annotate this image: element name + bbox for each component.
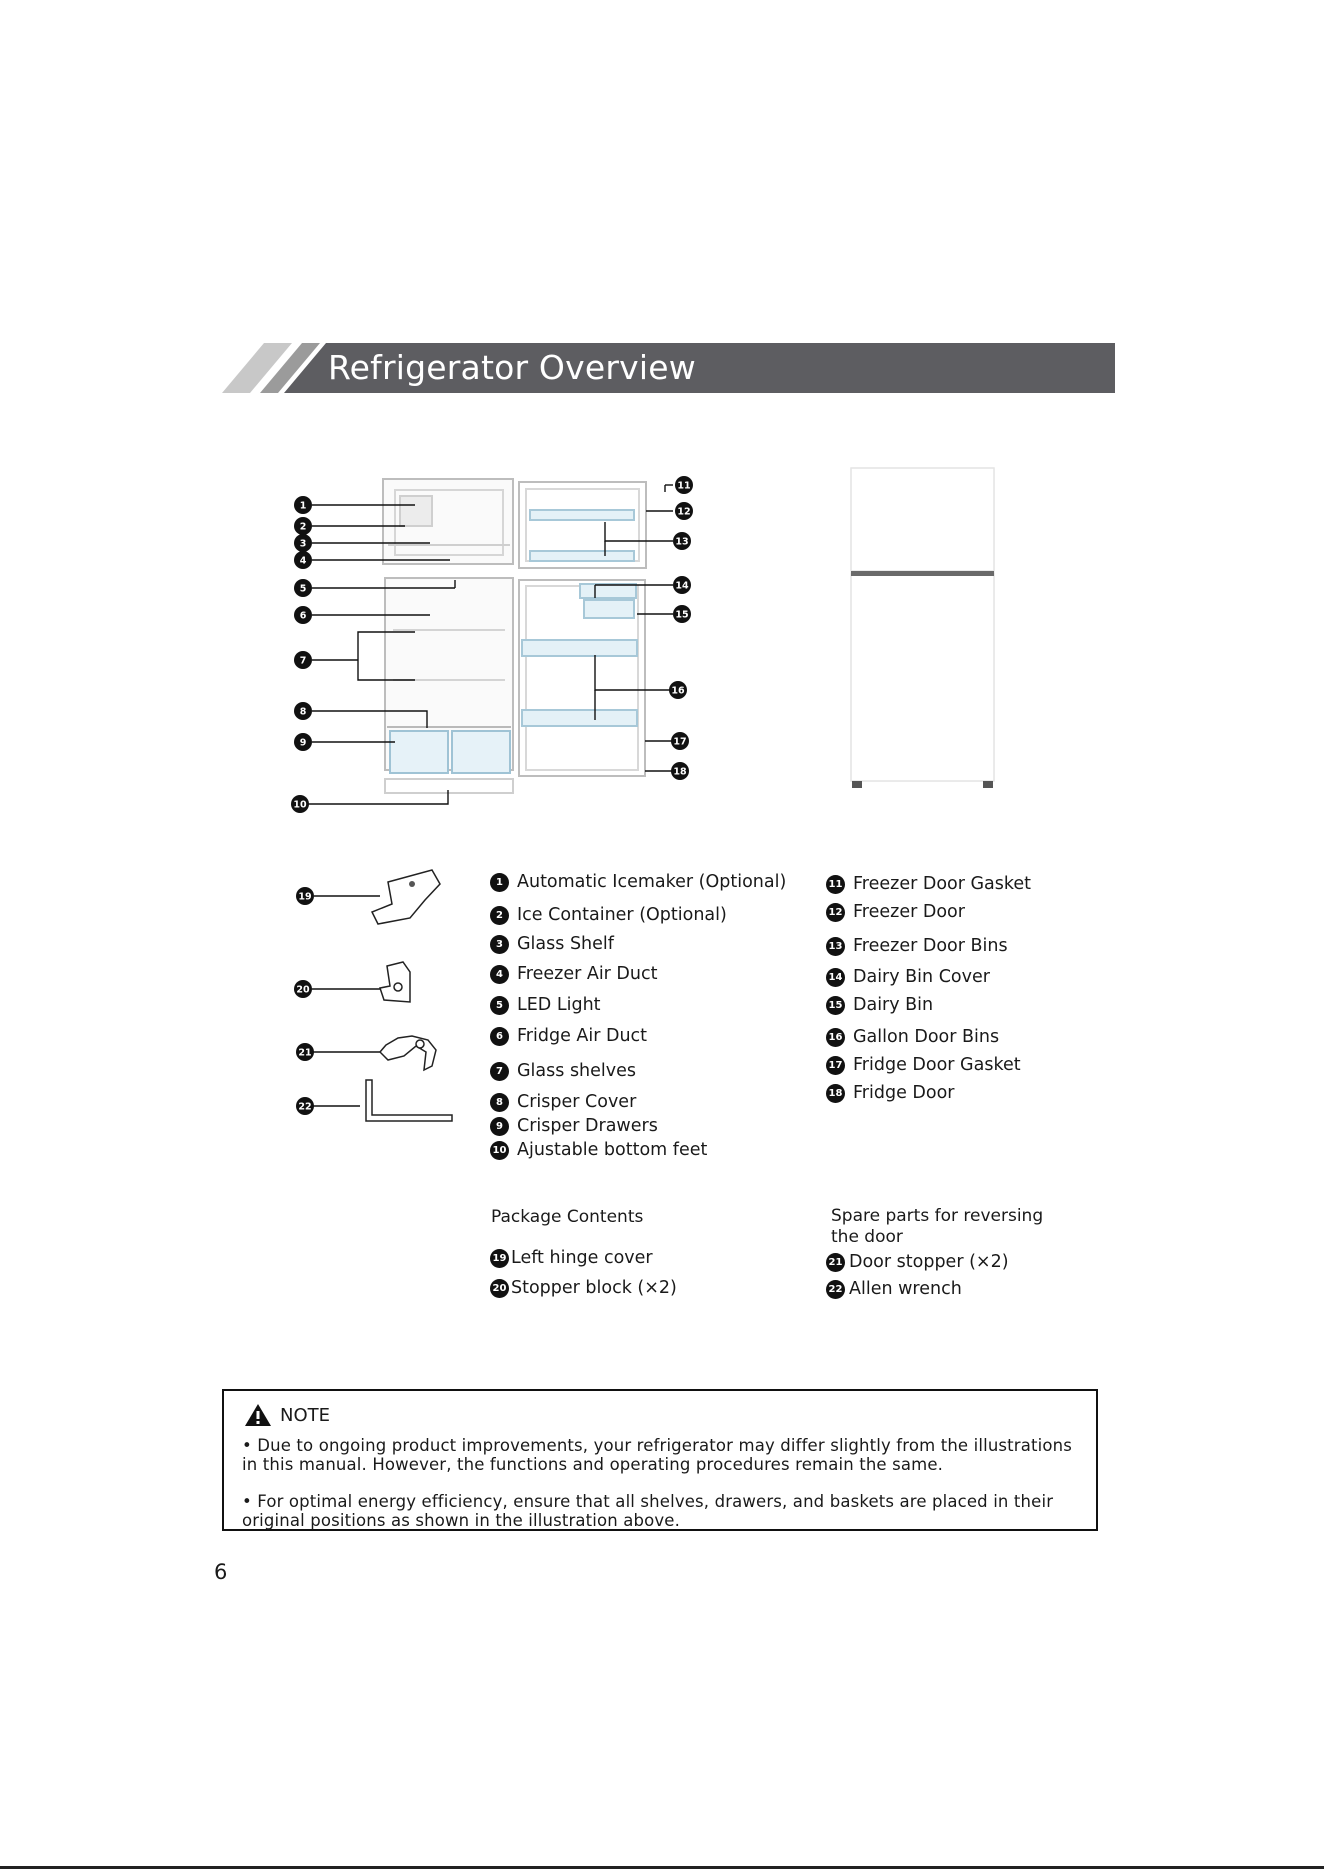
callout-21 — [296, 1043, 314, 1061]
svg-text:14: 14 — [675, 580, 689, 592]
spare-parts-title: Spare parts for reversing the door — [831, 1206, 1044, 1247]
package-contents-title: Package Contents — [491, 1207, 644, 1227]
list-item — [826, 936, 1008, 956]
list-item — [490, 1092, 636, 1112]
list-item — [826, 995, 933, 1015]
stopper-block-icon — [380, 962, 410, 1002]
callout-14 — [673, 576, 691, 594]
callout-3 — [294, 534, 312, 552]
part-label: Dairy Bin Cover — [853, 967, 990, 987]
note-heading — [244, 1403, 330, 1427]
number-badge: 17 — [826, 1056, 845, 1075]
svg-text:17: 17 — [673, 736, 687, 748]
callout-8 — [294, 702, 312, 720]
svg-text:10: 10 — [293, 799, 307, 811]
callout-22 — [296, 1097, 314, 1115]
callout-20 — [294, 980, 312, 998]
note-box — [222, 1389, 1098, 1531]
svg-text:18: 18 — [673, 766, 687, 778]
number-badge: 5 — [490, 996, 509, 1015]
callout-11 — [675, 476, 693, 494]
list-item — [490, 905, 727, 925]
callout-2 — [294, 517, 312, 535]
svg-text:8: 8 — [299, 706, 307, 718]
svg-text:6: 6 — [299, 610, 307, 622]
number-badge: 22 — [826, 1280, 845, 1299]
part-label: Glass Shelf — [517, 934, 614, 954]
part-label: LED Light — [517, 995, 601, 1015]
bottom-rule — [0, 1866, 1324, 1869]
part-label: Fridge Door — [853, 1083, 955, 1103]
number-badge: 6 — [490, 1027, 509, 1046]
callout-15 — [673, 605, 691, 623]
svg-text:15: 15 — [675, 609, 689, 621]
allen-wrench-icon — [366, 1080, 452, 1121]
number-badge: 20 — [490, 1279, 509, 1298]
number-badge: 14 — [826, 968, 845, 987]
part-label: Door stopper (×2) — [849, 1252, 1009, 1272]
svg-text:9: 9 — [299, 737, 307, 749]
accessories — [366, 870, 452, 1121]
list-item — [490, 872, 786, 892]
list-item — [826, 1279, 962, 1299]
callout-7 — [294, 651, 312, 669]
note-paragraph-1: • Due to ongoing product improvements, your refrigerator may differ slightly from the illustrations in this manual. However, the functions and operating procedures remain the same. — [242, 1436, 1072, 1474]
part-label: Glass shelves — [517, 1061, 637, 1081]
number-badge: 4 — [490, 965, 509, 984]
part-label: Automatic Icemaker (Optional) — [517, 872, 787, 892]
list-item — [826, 1055, 1021, 1075]
callout-19 — [296, 887, 314, 905]
page-title: Refrigerator Overview — [328, 348, 696, 387]
list-item — [490, 995, 601, 1015]
svg-text:11: 11 — [677, 480, 691, 492]
part-label: Dairy Bin — [853, 995, 934, 1015]
number-badge: 16 — [826, 1028, 845, 1047]
part-label: Freezer Door Bins — [853, 936, 1008, 956]
svg-text:13: 13 — [675, 536, 689, 548]
number-badge: 15 — [826, 996, 845, 1015]
callout-10 — [291, 795, 309, 813]
part-label: Ice Container (Optional) — [517, 905, 727, 925]
number-badge: 12 — [826, 903, 845, 922]
warning-icon — [244, 1403, 272, 1427]
list-item — [826, 1027, 999, 1047]
callout-18 — [671, 762, 689, 780]
list-item — [490, 934, 614, 954]
callout-9 — [294, 733, 312, 751]
callout-12 — [675, 502, 693, 520]
svg-text:22: 22 — [298, 1101, 312, 1113]
number-badge: 2 — [490, 906, 509, 925]
svg-text:5: 5 — [299, 583, 307, 595]
part-label: Freezer Air Duct — [517, 964, 658, 984]
number-badge: 13 — [826, 937, 845, 956]
list-item — [490, 1140, 707, 1160]
list-item — [826, 874, 1031, 894]
number-badge: 9 — [490, 1117, 509, 1136]
list-item — [490, 1026, 647, 1046]
number-badge: 8 — [490, 1093, 509, 1112]
number-badge: 18 — [826, 1084, 845, 1103]
part-label: Crisper Drawers — [517, 1116, 658, 1136]
page-number: 6 — [214, 1560, 228, 1584]
note-heading-text: NOTE — [280, 1404, 331, 1426]
list-item — [490, 1278, 677, 1298]
list-item — [490, 1116, 658, 1136]
part-label: Ajustable bottom feet — [517, 1140, 708, 1160]
svg-text:7: 7 — [299, 655, 307, 667]
list-item — [826, 1083, 954, 1103]
part-label: Fridge Door Gasket — [853, 1055, 1021, 1075]
part-label: Freezer Door — [853, 902, 965, 922]
callout-17 — [671, 732, 689, 750]
svg-text:2: 2 — [299, 521, 307, 533]
svg-text:4: 4 — [299, 555, 307, 567]
door-stopper-icon — [380, 1036, 436, 1070]
part-label: Fridge Air Duct — [517, 1026, 648, 1046]
number-badge: 10 — [490, 1141, 509, 1160]
list-item — [826, 1252, 1009, 1272]
list-item — [826, 902, 965, 922]
callout-1 — [294, 496, 312, 514]
callout-13 — [673, 532, 691, 550]
callout-badges — [291, 476, 693, 1115]
section-banner — [222, 343, 1115, 393]
list-item — [490, 1061, 636, 1081]
callout-4 — [294, 551, 312, 569]
number-badge: 7 — [490, 1062, 509, 1081]
svg-text:20: 20 — [296, 984, 310, 996]
callout-16 — [669, 681, 687, 699]
note-paragraph-2: • For optimal energy efficiency, ensure that all shelves, drawers, and baskets are placed in their original positions as shown in the illustration above. — [242, 1492, 1054, 1530]
list-item — [490, 1248, 653, 1268]
svg-text:12: 12 — [677, 506, 691, 518]
part-label: Crisper Cover — [517, 1092, 637, 1112]
part-label: Left hinge cover — [511, 1248, 653, 1268]
svg-text:16: 16 — [671, 685, 685, 697]
number-badge: 21 — [826, 1253, 845, 1272]
closed-refrigerator — [851, 468, 994, 788]
number-badge: 3 — [490, 935, 509, 954]
part-label: Freezer Door Gasket — [853, 874, 1032, 894]
svg-text:21: 21 — [298, 1047, 312, 1059]
number-badge: 11 — [826, 875, 845, 894]
callout-6 — [294, 606, 312, 624]
number-badge: 19 — [490, 1249, 509, 1268]
part-label: Stopper block (×2) — [511, 1278, 677, 1298]
svg-text:3: 3 — [299, 538, 307, 550]
list-item — [490, 964, 658, 984]
number-badge: 1 — [490, 873, 509, 892]
hinge-cover-icon — [372, 870, 440, 924]
part-label: Gallon Door Bins — [853, 1027, 1000, 1047]
part-label: Allen wrench — [849, 1279, 962, 1299]
svg-text:19: 19 — [298, 891, 312, 903]
callout-5 — [294, 579, 312, 597]
list-item — [826, 967, 990, 987]
svg-text:1: 1 — [299, 500, 307, 512]
